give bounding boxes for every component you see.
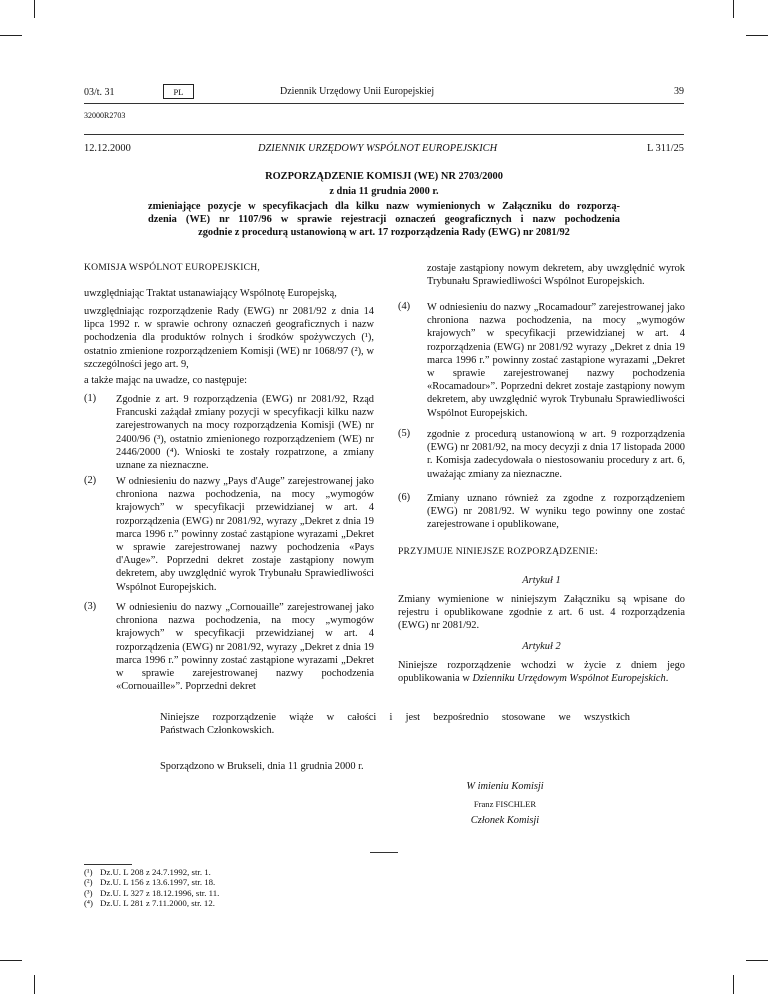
language-badge-label: PL [173,87,184,97]
crop-mark [733,975,734,994]
recital-text: zgodnie z procedurą ustanowioną w art. 9 rozporządzenia (EWG) nr 2081/92, na mocy decyzji z dnia 17 listopada 2000 r. Komisja zadecydowała o niestosowaniu procedury z art. 6, uważając zmiany za nieznaczne. [427,429,685,480]
regulation-subject [148,201,620,239]
footnote-text: Dz.U. L 208 z 24.7.1992, str. 1. [100,867,211,877]
article-1-text: Zmiany wymienione w niniejszym Załączniku są wpisane do rejestru i opublikowane zgodnie z art. 6 ust. 4 rozporządzenia (EWG) nr 2081/92. [398,594,685,632]
done-at: Sporządzono w Brukseli, dnia 11 grudnia 2000 r. [160,761,364,772]
crop-mark [34,0,35,18]
footnote [84,898,384,908]
regulation-date: z dnia 11 grudnia 2000 r. [329,186,439,197]
adoption-formula: PRZYJMUJE NINIEJSZE ROZPORZĄDZENIE: [398,546,598,557]
article-2-text-end: . [665,673,669,685]
footnote-number: (⁴) [84,898,93,909]
recital-text: Zgodnie z art. 9 rozporządzenia (EWG) nr 2081/92, Rząd Francuski zażądał zmiany pozycji w specyfikacji kilku nazw zarejestrowanych na mocy rozporządzenia Komisji (WE) nr 2400/96 (³), ostatnio zmienionego rozporządzeniem (WE) nr 2446/2000 (⁴). Wnioski te zostały rozpatrzone, a zmiany uznane za nieznaczne. [116,394,374,472]
whereas-line: a także mając na uwadze, co następuje: [84,375,247,386]
binding-line: Państwach Członkowskich. [160,725,275,737]
page-number: 39 [674,86,684,97]
article-1-heading: Artykuł 1 [522,575,561,586]
recital-continuation: zostaje zastąpiony nowym dekretem, aby uwzględnić wyrok Trybunału Sprawiedliwości Wspólnot Europejskich. [427,263,685,288]
signatory-name: Franz FISCHLER [473,799,537,809]
document-code: 32000R2703 [84,111,126,120]
recital-text: Zmiany uznano również za zgodne z rozporządzeniem (EWG) nr 2081/92. W wyniku tego powinny one zostać zarejestrowane i opublikowane, [427,493,685,531]
subject-line: zmieniające pozycje w specyfikacjach dla kilku nazw wymienionych w Załączniku do rozporzą- [148,201,620,212]
recital-number: (1) [84,393,97,404]
article-2-journal-name: Dzienniku Urzędowym Wspólnot Europejskich [472,673,666,685]
footnotes [84,867,384,909]
journal-reference: L 311/25 [646,143,684,154]
crop-mark [0,35,22,36]
crop-mark [733,0,734,18]
recital-number: (2) [84,475,97,486]
official-journal-title: DZIENNIK URZĘDOWY WSPÓLNOT EUROPEJSKICH [258,143,498,154]
footnote-text: Dz.U. L 281 z 7.11.2000, str. 12. [100,898,215,909]
footnote-number: (¹) [84,867,93,877]
separator-rule [370,852,398,853]
recital-number: (5) [398,428,411,439]
recital-text: W odniesieniu do nazwy „Pays d'Auge” zarejestrowanej jako chroniona nazwa pochodzenia, na mocy „wymogów krajowych” w specyfikacji przewidzianej w art. 4 rozporządzenia (EWG) nr 2081/92, wyrazy „Dekret z dnia 19 marca 1996 r.” powinny zostać zastąpione wyrazami „Dekret w sprawie zarejestrowanej nazwy pochodzenia «Pays d'Auge»”. Poprzedni dekret zostaje zastąpiony nowym dekretem, aby uwzględnić wyrok Trybunału Sprawiedliwości Wspólnot Europejskich. [116,476,374,593]
recital-text: W odniesieniu do nazwy „Cornouaille” zarejestrowanej jako chroniona nazwa pochodzenia, na mocy „wymogów krajowych” w specyfikacji przewidzianej w art. 4 rozporządzenia (EWG) nr 2081/92, wyrazy „Dekret z dnia 19 marca 1996 r.” powinny zostać zastąpione wyrazami „Dekret w sprawie zarejestrowanej nazwy pochodzenia «Cornouaille»”. Poprzedni dekret [116,602,374,693]
journal-title: Dziennik Urzędowy Unii Europejskiej [280,86,435,97]
crop-mark [0,960,22,961]
treaty-recital: uwzględniając Traktat ustanawiający Wspólnotę Europejską, [84,288,337,299]
signatory-role: Członek Komisji [470,815,540,826]
crop-mark [746,35,768,36]
footnote-number: (³) [84,887,93,898]
footnote-number: (²) [84,877,93,888]
regulation-title: ROZPORZĄDZENIE KOMISJI (WE) NR 2703/2000 [265,171,503,182]
crop-mark [34,975,35,994]
subject-line: dzenia (WE) nr 1107/96 w sprawie rejestracji oznaczeń geograficznych i nazw pochodzenia [148,213,620,225]
language-badge [163,84,194,99]
footnote [84,877,384,887]
recital-number: (4) [398,301,411,312]
header-rule [84,134,684,135]
footnote [84,888,384,898]
footnote-rule [84,864,132,865]
article-2-heading: Artykuł 2 [522,641,561,652]
binding-clause [160,711,630,737]
publication-date: 12.12.2000 [84,143,131,154]
regulation-recital: uwzględniając rozporządzenie Rady (EWG) nr 2081/92 z dnia 14 lipca 1992 r. w sprawie ochrony oznaczeń geograficznych i nazw pochodzenia dla produktów rolnych i środków spożywczych (¹), ostatnio zmienione rozporządzeniem Komisji (WE) nr 1068/97 (²), w szczególności jego art. 9, [84,306,374,370]
footnote-text: Dz.U. L 327 z 18.12.1996, str. 11. [100,887,220,898]
commission-heading: KOMISJA WSPÓLNOT EUROPEJSKICH, [84,262,260,273]
recital-text: W odniesieniu do nazwy „Rocamadour” zarejestrowanej jako chroniona nazwa pochodzenia, na mocy „wymogów krajowych” w specyfikacji przewidzianej w art. 4 rozporządzenia (EWG) nr 2081/92 wyrazy „Dekret z dnia 19 marca 1996 r.” powinny zostać zastąpione wyrazami „Dekret w sprawie zarejestrowanej nazwy pochodzenia «Rocamadour»”. Poprzedni dekret zostaje zastąpiony nowym dekretem, aby uwzględnić wyrok Trybunału Sprawiedliwości Wspólnot Europejskich. [427,302,685,419]
page-reference: 03/t. 31 [84,87,115,98]
subject-line: zgodnie z procedurą ustanowioną w art. 17 rozporządzenia Rady (EWG) nr 2081/92 [198,226,570,238]
crop-mark [746,960,768,961]
on-behalf-of: W imieniu Komisji [466,781,544,792]
article-2-text [398,659,685,685]
recital-number: (3) [84,601,97,612]
footnote-text: Dz.U. L 156 z 13.6.1997, str. 18. [100,877,216,888]
header-rule [84,103,684,104]
article-2-text-main: Niniejsze rozporządzenie wchodzi w życie z dniem jego opublikowania w [398,660,685,685]
recital-number: (6) [398,492,411,503]
footnote [84,867,384,877]
binding-line: Niniejsze rozporządzenie wiąże w całości i jest bezpośrednio stosowane we wszystkich [160,712,630,723]
